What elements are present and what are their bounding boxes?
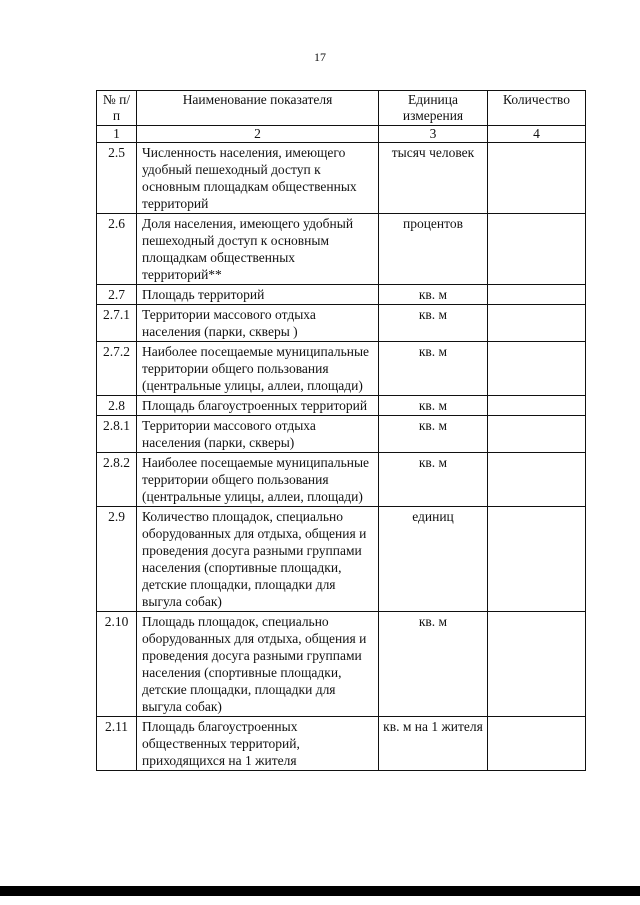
scan-edge-bar — [0, 886, 640, 896]
unit-of-measure: кв. м — [379, 416, 488, 453]
table-body — [97, 143, 586, 771]
column-number: 4 — [488, 126, 586, 143]
table-row — [97, 342, 586, 396]
column-number-row — [97, 126, 586, 143]
quantity-cell — [488, 305, 586, 342]
table-row — [97, 305, 586, 342]
indicator-name: Наиболее посещаемые муниципальные территории общего пользования (центральные улицы, аллеи, площади) — [137, 342, 379, 396]
quantity-cell — [488, 507, 586, 612]
row-number: 2.8.2 — [97, 453, 137, 507]
row-number: 2.5 — [97, 143, 137, 214]
quantity-cell — [488, 342, 586, 396]
quantity-cell — [488, 416, 586, 453]
header-unit: Единица измерения — [379, 91, 488, 126]
quantity-cell — [488, 143, 586, 214]
row-number: 2.7.1 — [97, 305, 137, 342]
row-number: 2.6 — [97, 214, 137, 285]
row-number: 2.10 — [97, 612, 137, 717]
table-row — [97, 143, 586, 214]
column-number: 1 — [97, 126, 137, 143]
table-row — [97, 507, 586, 612]
unit-of-measure: кв. м на 1 жителя — [379, 717, 488, 771]
row-number: 2.8.1 — [97, 416, 137, 453]
table-row — [97, 717, 586, 771]
indicator-name: Площадь благоустроенных общественных территорий, приходящихся на 1 жителя — [137, 717, 379, 771]
quantity-cell — [488, 396, 586, 416]
row-number: 2.8 — [97, 396, 137, 416]
table-row — [97, 396, 586, 416]
row-number: 2.7 — [97, 285, 137, 305]
table-row — [97, 416, 586, 453]
unit-of-measure: кв. м — [379, 305, 488, 342]
header-name: Наименование показателя — [137, 91, 379, 126]
quantity-cell — [488, 612, 586, 717]
table-row — [97, 285, 586, 305]
table-row — [97, 214, 586, 285]
row-number: 2.11 — [97, 717, 137, 771]
row-number: 2.7.2 — [97, 342, 137, 396]
unit-of-measure: тысяч человек — [379, 143, 488, 214]
indicator-name: Площадь благоустроенных территорий — [137, 396, 379, 416]
unit-of-measure: кв. м — [379, 453, 488, 507]
unit-of-measure: кв. м — [379, 285, 488, 305]
indicator-name: Наиболее посещаемые муниципальные территории общего пользования (центральные улицы, аллеи, площади) — [137, 453, 379, 507]
indicator-name: Территории массового отдыха населения (парки, скверы) — [137, 416, 379, 453]
table-row — [97, 612, 586, 717]
header-qty: Количество — [488, 91, 586, 126]
unit-of-measure: процентов — [379, 214, 488, 285]
indicator-name: Площадь территорий — [137, 285, 379, 305]
indicator-name: Численность населения, имеющего удобный пешеходный доступ к основным площадкам общественных территорий — [137, 143, 379, 214]
unit-of-measure: единиц — [379, 507, 488, 612]
indicator-name: Доля населения, имеющего удобный пешеходный доступ к основным площадкам общественных территорий** — [137, 214, 379, 285]
row-number: 2.9 — [97, 507, 137, 612]
table-header-row — [97, 91, 586, 126]
quantity-cell — [488, 214, 586, 285]
quantity-cell — [488, 285, 586, 305]
indicators-table — [96, 90, 586, 771]
quantity-cell — [488, 453, 586, 507]
indicator-name: Территории массового отдыха населения (парки, скверы ) — [137, 305, 379, 342]
page-number: 17 — [314, 50, 326, 64]
column-number: 3 — [379, 126, 488, 143]
quantity-cell — [488, 717, 586, 771]
unit-of-measure: кв. м — [379, 342, 488, 396]
indicator-name: Площадь площадок, специально оборудованных для отдыха, общения и проведения досуга разными группами населения (спортивные площадки, детские площадки, площадки для выгула собак) — [137, 612, 379, 717]
indicator-name: Количество площадок, специально оборудованных для отдыха, общения и проведения досуга разными группами населения (спортивные площадки, детские площадки, площадки для выгула собак) — [137, 507, 379, 612]
unit-of-measure: кв. м — [379, 396, 488, 416]
unit-of-measure: кв. м — [379, 612, 488, 717]
column-number: 2 — [137, 126, 379, 143]
table-row — [97, 453, 586, 507]
header-num: № п/п — [97, 91, 137, 126]
